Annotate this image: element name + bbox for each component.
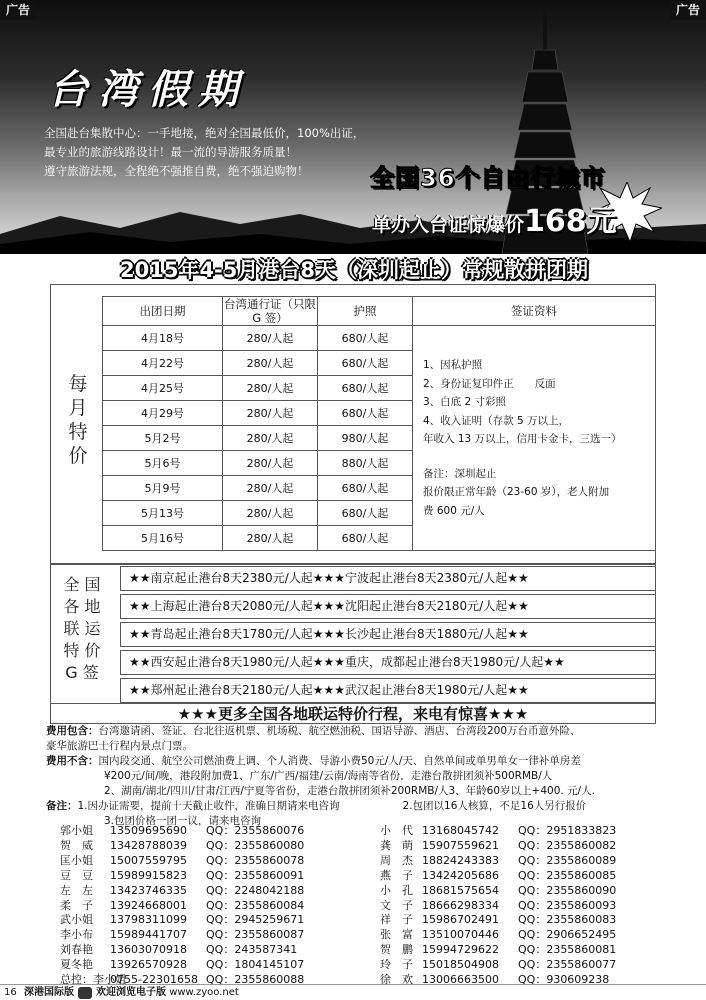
contact-name: 小 孔: [380, 883, 413, 897]
passport-price: 680/人起: [318, 376, 413, 401]
contact-name: 贺 鹏: [380, 943, 413, 957]
fees-excluded: [46, 754, 694, 769]
passport-price: 680/人起: [318, 326, 413, 351]
note-line: 年收入 13 万以上，信用卡金卡，三选一）: [423, 433, 622, 445]
fees-section: [46, 724, 694, 829]
label-char: 特: [68, 421, 88, 443]
contact-row: [380, 928, 616, 943]
contact-phone: 15907559621: [422, 838, 499, 852]
contact-name: 夏冬艳: [60, 958, 93, 972]
fees-excluded-text: ¥200元/间/晚，港段附加费1、广东/广西/福建/云南/海南等省份，走港台散拼团须补500RMB/人: [104, 770, 553, 782]
contact-name: 总控：李小姐: [60, 973, 126, 987]
fees-excluded-text: 2、湖南/湖北/四川/甘肃/江西/宁夏等省份，走港台散拼团须补200RMB/人3、年龄60岁以上+400. 元/人.: [104, 785, 595, 797]
header-date: 出团日期: [103, 297, 223, 326]
contact-qq: QQ：2355860082: [518, 838, 617, 852]
route-item: ★★上海起止港台8天2080元/人起★★★沈阳起止港台8天2180元/人起★★: [120, 594, 656, 619]
contact-row: [60, 824, 304, 839]
contact-qq: QQ：2355860089: [518, 853, 617, 867]
tw-permit-price: 280/人起: [223, 501, 318, 526]
depart-date: 5月16号: [103, 526, 223, 551]
depart-date: 5月13号: [103, 501, 223, 526]
depart-date: 4月18号: [103, 326, 223, 351]
contact-phone: 13428788039: [110, 838, 187, 852]
tw-permit-price: 280/人起: [223, 451, 318, 476]
contact-qq: QQ：2355860084: [206, 898, 305, 912]
contact-row: [380, 943, 616, 958]
depart-date: 5月6号: [103, 451, 223, 476]
note-line: 2、身份证复印件正 反面: [423, 377, 556, 390]
footer-tagline: 欢迎浏览电子版: [96, 986, 166, 998]
contact-name: 小 代: [380, 824, 413, 837]
tw-permit-price: 280/人起: [223, 326, 318, 351]
page-number: 16: [4, 986, 17, 998]
note-line: 备注：深圳起止: [423, 467, 497, 480]
contact-name: 玲 子: [380, 958, 413, 972]
contact-qq: QQ：2355860091: [206, 868, 305, 882]
header-tw-permit: 台湾通行证（只限 G 签）: [224, 297, 316, 325]
hero-intro: [44, 124, 364, 181]
contact-qq: QQ：2355860080: [206, 838, 305, 852]
more-routes-note: ★★★更多全国各地联运特价行程，来电有惊喜★★★: [177, 705, 529, 723]
tw-permit-price: 280/人起: [223, 376, 318, 401]
contact-row: [380, 958, 616, 973]
passport-price: 980/人起: [318, 426, 413, 451]
note-line: 4、收入证明（存款 5 万以上，: [423, 414, 570, 427]
contact-name: 郭小姐: [60, 824, 93, 837]
contact-row: [60, 884, 304, 899]
contact-name: 张 富: [380, 928, 413, 942]
contact-qq: QQ：2355860078: [206, 853, 305, 867]
contact-phone: 15986702491: [422, 913, 499, 927]
contact-row: [60, 839, 304, 854]
tw-permit-price: 280/人起: [223, 476, 318, 501]
contact-row: [380, 869, 616, 884]
contact-name: 豆 豆: [60, 868, 93, 882]
passport-price: 680/人起: [318, 526, 413, 551]
contact-name: 武小姐: [60, 913, 93, 927]
contact-phone: 18681575654: [422, 883, 499, 897]
hero-headline: 全国36个自由行城市: [370, 164, 606, 192]
fees-included-text: 豪华旅游巴士行程内景点门票。: [46, 740, 193, 752]
contact-row: [380, 899, 616, 914]
label-line: 各 地: [63, 597, 101, 616]
contact-phone: 13006663500: [422, 973, 499, 987]
contact-qq: QQ：2355860085: [518, 868, 617, 882]
depart-date: 4月25号: [103, 376, 223, 401]
header-visa-docs: 签证资料: [413, 297, 656, 326]
label-line: G 签: [65, 663, 99, 682]
contact-row: [380, 913, 616, 928]
fees-remark-text: 3.包团价格一团一议，请来电咨询: [104, 815, 262, 827]
contact-qq: QQ：2355860077: [518, 958, 617, 972]
depart-date: 5月9号: [103, 476, 223, 501]
label-char: 每: [68, 373, 88, 395]
contact-phone: 18666298334: [422, 898, 499, 912]
route-item: ★★西安起止港台8天1980元/人起★★★重庆，成都起止港台8天1980元/人起★★: [120, 650, 656, 675]
price-table: [102, 296, 656, 551]
table-row: [103, 326, 656, 351]
contact-name: 匡小姐: [60, 853, 93, 867]
note-line: 报价限正常年龄（23-60 岁），老人附加: [423, 486, 610, 498]
contact-phone: 13509695690: [110, 824, 187, 837]
contact-row: [380, 884, 616, 899]
contact-phone: 15018504908: [422, 958, 499, 972]
contact-qq: QQ：2355860076: [206, 824, 305, 837]
hero-price: 168元: [524, 204, 617, 239]
fees-remark-label: 备注：: [46, 800, 78, 812]
contact-row: [60, 869, 304, 884]
hero-line: 最专业的旅游线路设计！最一流的导游服务质量！: [44, 145, 297, 159]
contact-row: [60, 943, 304, 958]
contact-qq: QQ：243587341: [206, 943, 298, 957]
ad-tag-right: 广告: [670, 0, 706, 20]
contact-qq: QQ：2355860083: [518, 913, 617, 927]
hero-price-prefix: 单办入台证惊爆价: [372, 214, 525, 236]
contact-phone: 13603070918: [110, 943, 187, 957]
passport-price: 680/人起: [318, 401, 413, 426]
contact-qq: QQ：2355860088: [206, 973, 305, 987]
contact-phone: 13924668001: [110, 898, 187, 912]
depart-date: 4月22号: [103, 351, 223, 376]
contact-qq: QQ：930609238: [518, 973, 610, 987]
contact-qq: QQ：2355860093: [518, 898, 617, 912]
depart-date: 4月29号: [103, 401, 223, 426]
contact-row: [380, 854, 616, 869]
contact-phone: 18824243383: [422, 853, 499, 867]
contact-name: 燕 子: [380, 868, 413, 882]
depart-date: 5月2号: [103, 426, 223, 451]
routes-label: [58, 574, 106, 684]
visa-requirements: [413, 326, 656, 551]
contact-name: 刘春艳: [60, 943, 93, 957]
fees-included-label: 费用包含：: [46, 725, 99, 737]
schedule-banner: 2015年4-5月港台8天（深圳起止）常规散拼团期: [120, 258, 588, 282]
contact-name: 文 子: [380, 898, 413, 912]
contact-name: 祥 子: [380, 913, 413, 927]
table-header-row: [103, 297, 656, 326]
hero-banner: [0, 0, 706, 254]
hero-line: 全国赴台集散中心：一手地接，绝对全国最低价，100%出证，: [44, 126, 365, 140]
note-line: 3、白底 2 寸彩照: [423, 396, 507, 408]
hero-price-line: [372, 196, 617, 240]
monthly-special-label: [58, 372, 98, 468]
contact-phone: 15989441707: [110, 928, 187, 942]
contact-phone: 13798311099: [110, 913, 187, 927]
contact-qq: QQ：2945259671: [206, 913, 305, 927]
tw-permit-price: 280/人起: [223, 401, 318, 426]
contact-phone: 13423746335: [110, 883, 187, 897]
publication-name: 深港国际版: [24, 986, 74, 998]
contact-phone: 13424205686: [422, 868, 499, 882]
route-item: ★★南京起止港台8天2380元/人起★★★宁波起止港台8天2380元/人起★★: [120, 566, 656, 591]
footer-url[interactable]: www.zyoo.net: [169, 986, 239, 998]
tw-permit-price: 280/人起: [223, 351, 318, 376]
label-line: 全 国: [63, 575, 101, 594]
passport-price: 680/人起: [318, 351, 413, 376]
contact-phone: 0755-22301658: [110, 973, 198, 987]
contact-qq: QQ：2355860090: [518, 883, 617, 897]
contact-phone: 13926570928: [110, 958, 187, 972]
fees-remark-text: 1.因办证需要，提前十天截止收件，准确日期请来电咨询 2.包团以16人核算，不足16人另行报价: [77, 800, 587, 812]
contact-qq: QQ：2355860081: [518, 943, 617, 957]
contact-row: [380, 839, 616, 854]
contact-name: 贺 威: [60, 838, 93, 852]
label-char: 价: [68, 445, 88, 467]
contact-row: [60, 899, 304, 914]
contact-phone: 13510070446: [422, 928, 499, 942]
label-line: 特 价: [63, 641, 101, 660]
fees-remark: [46, 799, 694, 814]
contacts-left: [60, 824, 304, 988]
fees-included: [46, 724, 694, 739]
contact-qq: QQ：2906652495: [518, 928, 617, 942]
label-line: 联 运: [63, 619, 101, 638]
passport-price: 680/人起: [318, 501, 413, 526]
route-item: ★★青岛起止港台8天1780元/人起★★★长沙起止港台8天1880元/人起★★: [120, 622, 656, 647]
contact-name: 柔 子: [60, 898, 93, 912]
contact-qq: QQ：2951833823: [518, 824, 617, 837]
header-passport: 护照: [318, 297, 413, 326]
contact-row: [60, 854, 304, 869]
fees-excluded-label: 费用不含：: [46, 755, 99, 767]
contact-phone: 15989915823: [110, 868, 187, 882]
contact-name: 周 杰: [380, 853, 413, 867]
passport-price: 880/人起: [318, 451, 413, 476]
contact-phone: 15007559795: [110, 853, 187, 867]
contact-name: 李小布: [60, 928, 93, 942]
contact-qq: QQ：1804145107: [206, 958, 305, 972]
hero-line: 遵守旅游法规，全程绝不强推自费，绝不强迫购物！: [44, 164, 309, 178]
contact-row: [380, 824, 616, 839]
tw-permit-price: 280/人起: [223, 526, 318, 551]
route-item: ★★郑州起止港台8天2180元/人起★★★武汉起止港台8天1980元/人起★★: [120, 678, 656, 703]
contact-row: [60, 913, 304, 928]
hero-title: 台湾假期: [48, 66, 248, 113]
ad-tag-left: 广告: [0, 0, 36, 20]
passport-price: 680/人起: [318, 476, 413, 501]
contact-qq: QQ：2355860087: [206, 928, 305, 942]
fees-included-text: 台湾邀请函、签证、台北往返机票、机场税、航空燃油税、国语导游、酒店、台湾段200万台币意外险、: [98, 725, 581, 737]
page-footer: [0, 984, 706, 1000]
contact-row: [60, 958, 304, 973]
note-line: 1、因私护照: [423, 359, 483, 371]
contact-qq: QQ：2248042188: [206, 883, 305, 897]
note-line: 费 600 元/人: [423, 504, 485, 517]
tw-permit-price: 280/人起: [223, 426, 318, 451]
label-char: 月: [68, 397, 88, 419]
contact-phone: 13168045742: [422, 824, 499, 837]
contact-name: 左 左: [60, 883, 93, 897]
contact-name: 徐 欢: [380, 973, 413, 987]
logo-icon: [78, 987, 92, 999]
contact-row: [60, 928, 304, 943]
contact-name: 龚 萌: [380, 838, 413, 852]
contacts-right: [380, 824, 616, 988]
contact-phone: 15994729622: [422, 943, 499, 957]
fees-excluded-text: 国内段交通、航空公司燃油费上调、个人消费、导游小费50元/人/天、自然单间或单男单女一律补单房差: [98, 755, 581, 767]
